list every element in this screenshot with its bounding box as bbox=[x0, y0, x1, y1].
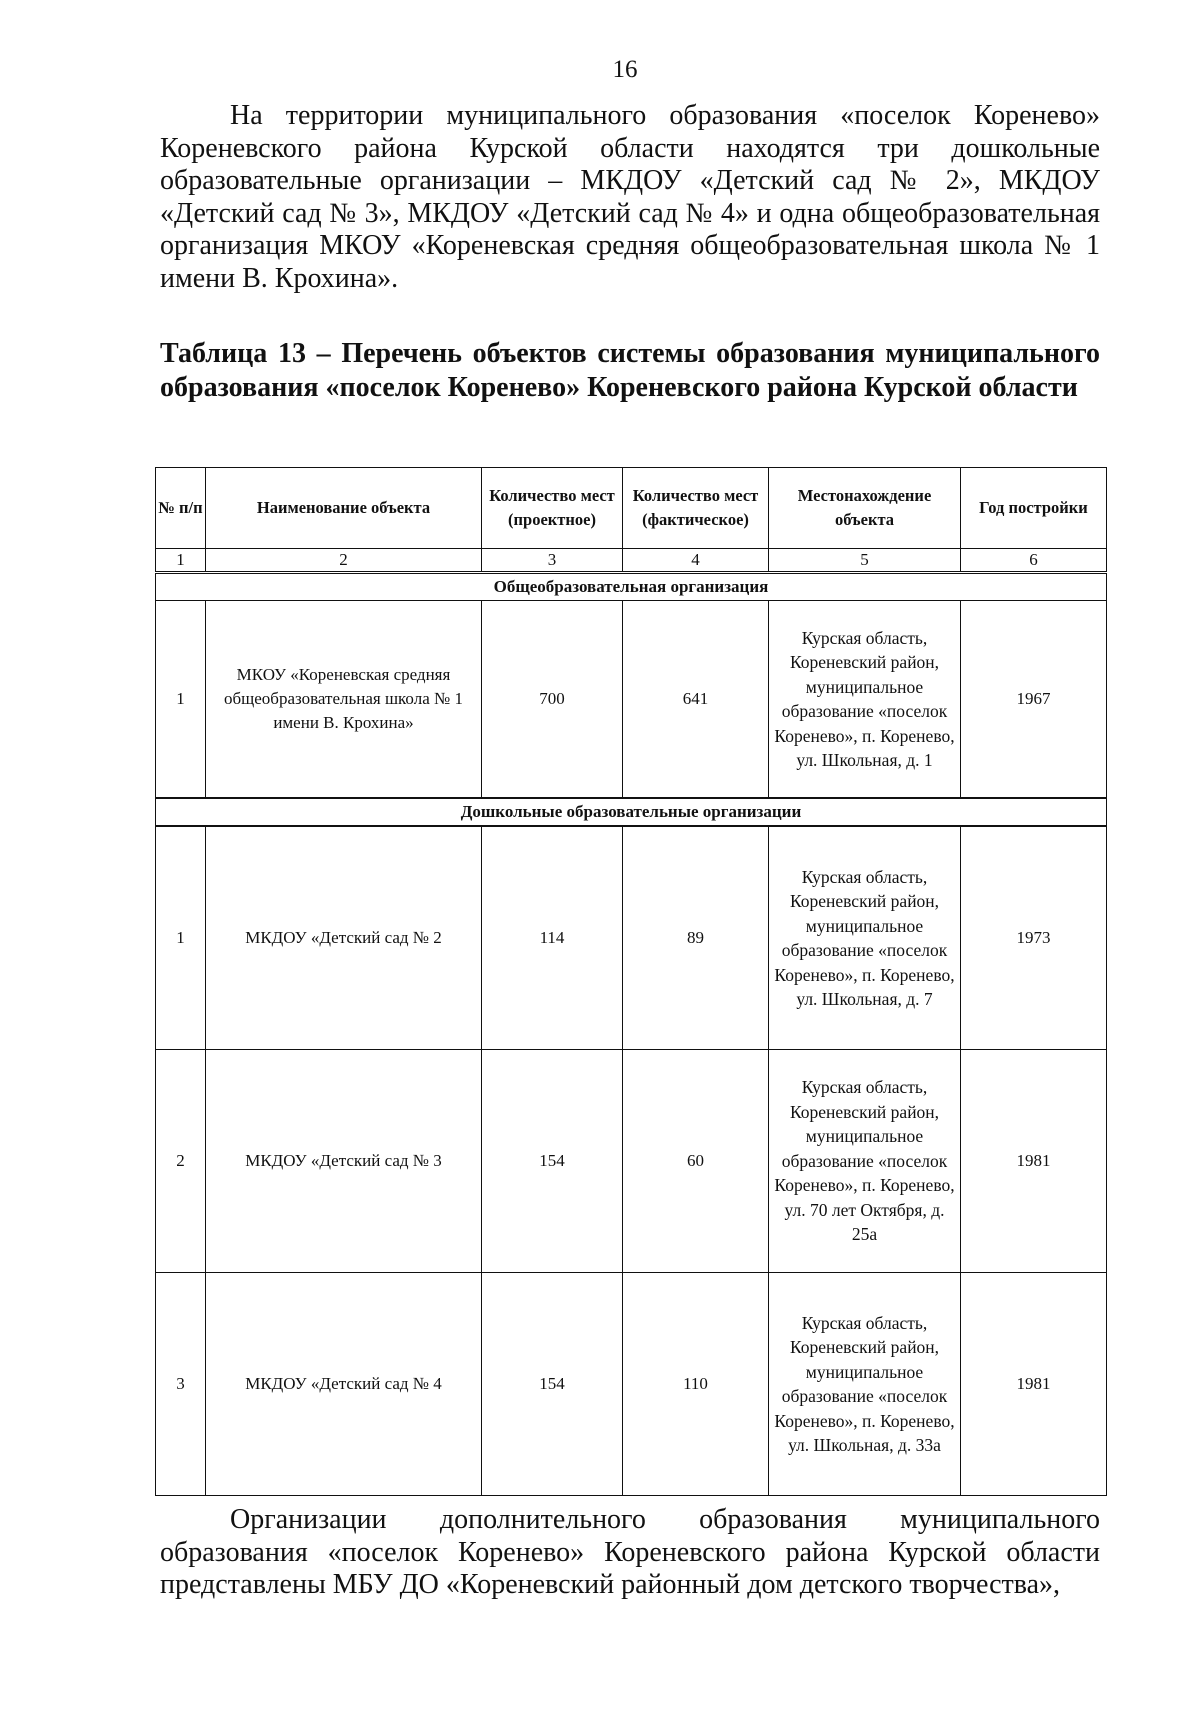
header-year: Год постройки bbox=[961, 468, 1107, 549]
section-title: Общеобразовательная организация bbox=[156, 573, 1107, 601]
page-number: 16 bbox=[612, 56, 638, 83]
table-row bbox=[156, 826, 1107, 1050]
table-row bbox=[156, 1273, 1107, 1496]
cell-capacity-design: 700 bbox=[482, 601, 623, 799]
section-header-row bbox=[156, 798, 1107, 826]
cell-year: 1981 bbox=[961, 1050, 1107, 1273]
header-capacity-actual: Количество мест (фактическое) bbox=[623, 468, 769, 549]
table-row bbox=[156, 601, 1107, 799]
cell-year: 1981 bbox=[961, 1273, 1107, 1496]
header-num: № п/п bbox=[156, 468, 206, 549]
section-header-row bbox=[156, 573, 1107, 601]
cell-location: Курская область, Кореневский район, муниципальное образование «поселок Коренево», п. Коренево, ул. Школьная, д. 33а bbox=[769, 1273, 961, 1496]
cell-name: МКДОУ «Детский сад № 2 bbox=[206, 826, 482, 1050]
cell-location: Курская область, Кореневский район, муниципальное образование «поселок Коренево», п. Коренево, ул. Школьная, д. 1 bbox=[769, 601, 961, 799]
section-title: Дошкольные образовательные организации bbox=[156, 798, 1107, 826]
cell-num: 3 bbox=[156, 1273, 206, 1496]
table-caption: Таблица 13 – Перечень объектов системы образования муниципального образования «поселок Коренево» Кореневского района Курской области bbox=[160, 338, 1100, 403]
cell-num: 2 bbox=[156, 1050, 206, 1273]
cell-location: Курская область, Кореневский район, муниципальное образование «поселок Коренево», п. Коренево, ул. Школьная, д. 7 bbox=[769, 826, 961, 1050]
column-number: 5 bbox=[769, 549, 961, 573]
cell-year: 1967 bbox=[961, 601, 1107, 799]
column-number: 1 bbox=[156, 549, 206, 573]
column-number: 2 bbox=[206, 549, 482, 573]
cell-capacity-actual: 641 bbox=[623, 601, 769, 799]
cell-num: 1 bbox=[156, 601, 206, 799]
column-number-row bbox=[156, 549, 1107, 573]
cell-name: МКДОУ «Детский сад № 4 bbox=[206, 1273, 482, 1496]
education-objects-table bbox=[155, 467, 1107, 1496]
cell-capacity-actual: 110 bbox=[623, 1273, 769, 1496]
closing-paragraph: Организации дополнительного образования муниципального образования «поселок Коренево» Кореневского района Курской области представлены МБУ ДО «Кореневский районный дом детского творчества», bbox=[160, 1504, 1100, 1600]
column-number: 6 bbox=[961, 549, 1107, 573]
table-row bbox=[156, 1050, 1107, 1273]
intro-paragraph: На территории муниципального образования «поселок Коренево» Кореневского района Курской области находятся три дошкольные образовательные организации – МКДОУ «Детский сад № 2», МКДОУ «Детский сад № 3», МКДОУ «Детский сад № 4» и одна общеобразовательная организация МКОУ «Кореневская средняя общеобразовательная школа № 1 имени В. Крохина». bbox=[160, 100, 1100, 294]
cell-capacity-design: 154 bbox=[482, 1050, 623, 1273]
cell-capacity-design: 154 bbox=[482, 1273, 623, 1496]
cell-name: МКОУ «Кореневская средняя общеобразовательная школа № 1 имени В. Крохина» bbox=[206, 601, 482, 799]
cell-capacity-actual: 89 bbox=[623, 826, 769, 1050]
column-number: 3 bbox=[482, 549, 623, 573]
table-header-row bbox=[156, 468, 1107, 549]
header-name: Наименование объекта bbox=[206, 468, 482, 549]
cell-capacity-actual: 60 bbox=[623, 1050, 769, 1273]
cell-name: МКДОУ «Детский сад № 3 bbox=[206, 1050, 482, 1273]
cell-location: Курская область, Кореневский район, муниципальное образование «поселок Коренево», п. Коренево, ул. 70 лет Октября, д. 25а bbox=[769, 1050, 961, 1273]
column-number: 4 bbox=[623, 549, 769, 573]
header-location: Местонахождение объекта bbox=[769, 468, 961, 549]
cell-capacity-design: 114 bbox=[482, 826, 623, 1050]
cell-year: 1973 bbox=[961, 826, 1107, 1050]
header-capacity-design: Количество мест (проектное) bbox=[482, 468, 623, 549]
cell-num: 1 bbox=[156, 826, 206, 1050]
